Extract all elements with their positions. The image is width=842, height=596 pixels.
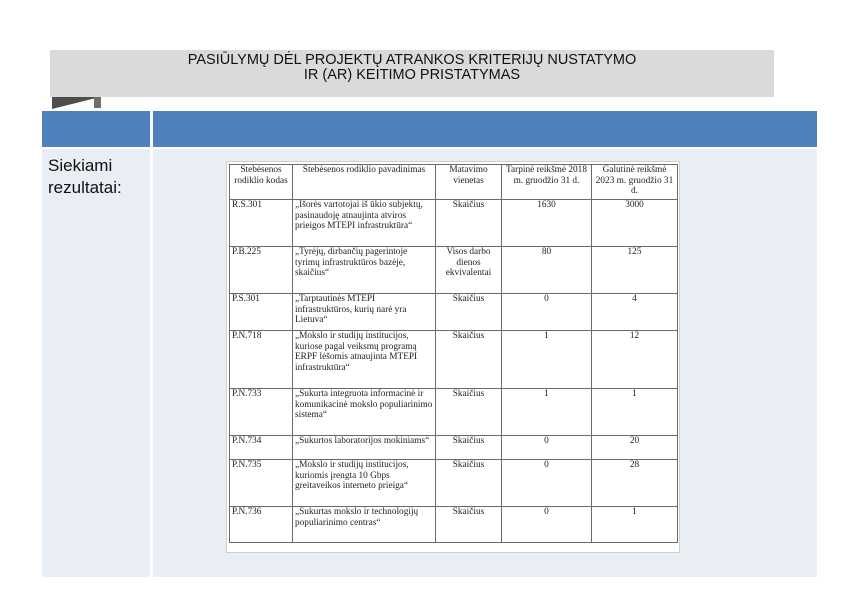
header-divider xyxy=(150,111,153,147)
cell-name: „Tyrėjų, dirbančių pagerintoje tyrimų infrastruktūros bazėje, skaičius“ xyxy=(293,247,436,294)
cell-unit: Skaičius xyxy=(436,331,502,389)
cell-unit: Skaičius xyxy=(436,294,502,331)
header-mid-value: Tarpinė reikšmė 2018 m. gruodžio 31 d. xyxy=(502,165,592,200)
cell-code: P.S.301 xyxy=(230,294,293,331)
cell-code: P.N.736 xyxy=(230,507,293,543)
cell-mid: 0 xyxy=(502,436,592,460)
cell-final: 20 xyxy=(592,436,678,460)
cell-mid: 80 xyxy=(502,247,592,294)
cell-unit: Skaičius xyxy=(436,436,502,460)
table-row xyxy=(230,460,678,507)
cell-code: P.B.225 xyxy=(230,247,293,294)
cell-code: P.N.733 xyxy=(230,389,293,436)
cell-unit: Skaičius xyxy=(436,507,502,543)
cell-name: „Tarptautinės MTEPI infrastruktūros, kurių narė yra Lietuva“ xyxy=(293,294,436,331)
header-final-value: Galutinė reikšmė 2023 m. gruodžio 31 d. xyxy=(592,165,678,200)
table-row xyxy=(230,507,678,543)
header-name: Stebėsenos rodiklio pavadinimas xyxy=(293,165,436,200)
label-cell xyxy=(42,149,150,577)
side-label xyxy=(48,155,122,199)
cell-unit: Skaičius xyxy=(436,460,502,507)
cell-name: „Mokslo ir studijų institucijos, kuriomis įrengta 10 Gbps greitaveikos interneto prieiga“ xyxy=(293,460,436,507)
cell-mid: 0 xyxy=(502,507,592,543)
cell-mid: 0 xyxy=(502,294,592,331)
cell-final: 125 xyxy=(592,247,678,294)
cell-final: 28 xyxy=(592,460,678,507)
cell-name: „Sukurta integruota informacinė ir komunikacinė mokslo populiarinimo sistema“ xyxy=(293,389,436,436)
cell-name: „Mokslo ir studijų institucijos, kuriose pagal veiksmų programą ERPF lėšomis atnaujinta MTEPI infrastruktūra“ xyxy=(293,331,436,389)
cell-final: 1 xyxy=(592,507,678,543)
cell-final: 1 xyxy=(592,389,678,436)
cell-code: P.N.718 xyxy=(230,331,293,389)
table-header-band xyxy=(42,111,817,147)
cell-unit: Visos darbo dienos ekvivalentai xyxy=(436,247,502,294)
table-row xyxy=(230,200,678,247)
cell-unit: Skaičius xyxy=(436,389,502,436)
cell-mid: 0 xyxy=(502,460,592,507)
table-row xyxy=(230,331,678,389)
title-accent-block xyxy=(94,97,101,108)
side-label-line-1: Siekiami xyxy=(48,156,113,175)
indicator-table xyxy=(229,164,678,543)
title-accent-shape xyxy=(52,97,100,109)
header-unit: Matavimo vienetas xyxy=(436,165,502,200)
header-code: Stebėsenos rodiklio kodas xyxy=(230,165,293,200)
table-row xyxy=(230,294,678,331)
indicator-table-image xyxy=(227,162,679,552)
cell-name: „Sukurtas mokslo ir technologijų populiarinimo centras“ xyxy=(293,507,436,543)
cell-name: „Sukurtos laboratorijos mokiniams“ xyxy=(293,436,436,460)
slide-title-line-2: IR (AR) KEITIMO PRISTATYMAS xyxy=(303,67,521,83)
side-label-line-2: rezultatai: xyxy=(48,178,122,197)
table-header-row xyxy=(230,165,678,200)
cell-code: P.N.734 xyxy=(230,436,293,460)
cell-name: „Išorės vartotojai iš ūkio subjektų, pasinaudoję atnaujinta atviros prieigos MTEPI infrastruktūra“ xyxy=(293,200,436,247)
table-row xyxy=(230,389,678,436)
cell-code: P.N.735 xyxy=(230,460,293,507)
cell-final: 3000 xyxy=(592,200,678,247)
cell-unit: Skaičius xyxy=(436,200,502,247)
cell-mid: 1 xyxy=(502,331,592,389)
slide-title-line-1: PASIŪLYMŲ DĖL PROJEKTŲ ATRANKOS KRITERIJŲ NUSTATYMO xyxy=(187,52,637,68)
cell-final: 4 xyxy=(592,294,678,331)
cell-code: R.S.301 xyxy=(230,200,293,247)
title-bar xyxy=(50,50,774,97)
table-row xyxy=(230,436,678,460)
slide-title xyxy=(50,53,774,83)
table-row xyxy=(230,247,678,294)
cell-mid: 1630 xyxy=(502,200,592,247)
cell-mid: 1 xyxy=(502,389,592,436)
cell-final: 12 xyxy=(592,331,678,389)
